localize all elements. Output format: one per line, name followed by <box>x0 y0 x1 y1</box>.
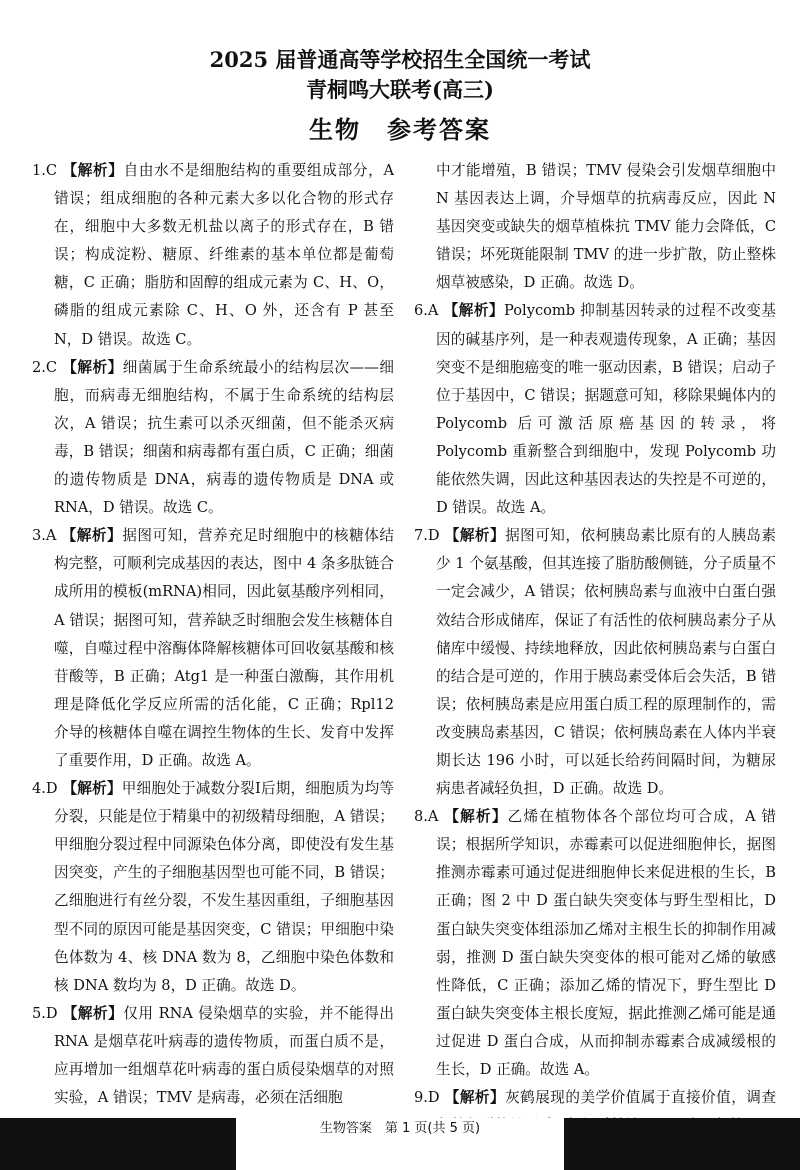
answer-item: 3.A 【解析】据图可知，营养充足时细胞中的核糖体结构完整，可顺利完成基因的表达，图中 4 条多肽链合成所用的模板(mRNA)相同，因此氨基酸序列相同，A 错误；据图可知，营养缺乏时细胞会发生核糖体自噬，自噬过程中溶酶体降解核糖体可回收氨基酸和核苷酸等，B 正确；Atg1 是一种蛋白激酶，其作用机理是降低化学反应所需的活化能，C 正确；Rpl12 介导的核糖体自噬在调控生物体的生长、发育中发挥了重要作用，D 正确。故选 A。 <box>32 527 394 769</box>
answer-item: 9.D 【解析】灰鹤展现的美学价值属于直接价值，调查 <box>414 1089 776 1107</box>
answer-continuation: 中才能增殖，B 错误；TMV 侵染会引发烟草细胞中 N 基因表达上调，介导烟草的抗病毒反应，因此 N 基因突变或缺失的烟草植株抗 TMV 能力会降低，C 错误；坏死斑能限制 TMV 的进一步扩散，防止整株烟草被感染，D 正确。故选 D。 <box>436 162 776 292</box>
answer-item: 4.D 【解析】甲细胞处于减数分裂Ⅰ后期，细胞质为均等分裂，只能是位于精巢中的初级精母细胞，A 错误；甲细胞分裂过程中同源染色体分离，即使没有发生基因突变，产生的子细胞基因型也可能不同，B 错误；乙细胞进行有丝分裂，不发生基因重组，子细胞基因型不同的原因可能是基因突变，C 错误；甲细胞中染色体数为 4、核 DNA 数为 8，乙细胞中染色体数和核 DNA 数均为 8，D 正确。故选 D。 <box>32 780 394 994</box>
page-number: 生物答案 第 1 页(共 5 页) <box>236 1118 564 1170</box>
answer-item: 1.C 【解析】自由水不是细胞结构的重要组成部分，A 错误；组成细胞的各种元素大多以化合物的形式存在，细胞中大多数无机盐以离子的形式存在，B 错误；构成淀粉、糖原、纤维素的基本单位都是葡萄糖，C 正确；脂肪和固醇的组成元素为 C、H、O，磷脂的组成元素除 C、H、O 外，还含有 P 甚至 N，D 错误。故选 C。 <box>32 162 395 348</box>
subject-title: 生物 参考答案 <box>309 115 491 144</box>
answer-item: 2.C 【解析】细菌属于生命系统最小的结构层次——细胞，而病毒无细胞结构，不属于生命系统的结构层次，A 错误；抗生素可以杀灭细菌，但不能杀灭病毒，B 错误；细菌和病毒都有蛋白质，C 正确；细菌的遗传物质是 DNA，病毒的遗传物质是 DNA 或 RNA，D 错误。故选 C。 <box>32 358 394 517</box>
right-column <box>414 157 776 1117</box>
answer-item: 6.A 【解析】Polycomb 抑制基因转录的过程不改变基因的碱基序列，是一种表观遗传现象，A 正确；基因突变不是细胞癌变的唯一驱动因素，B 错误；启动子位于基因中，C 错误；据题意可知，移除果蝇体内的 Polycomb 后可激活原癌基因的转录，将 Polycomb 重新整合到细胞中，发现 Polycomb 功能依然失调，因此这种基因表达的失控是不可逆的，D 错误。故选 A。 <box>414 302 776 517</box>
exam-title: 2025 届普通高等学校招生全国统一考试 <box>209 47 591 72</box>
answer-item: 7.D 【解析】据图可知，依柯胰岛素比原有的人胰岛素少 1 个氨基酸，但其连接了脂肪酸侧链，分子质量不一定会减少，A 错误；依柯胰岛素与血液中白蛋白强效结合形成储库，保证了有活性的依柯胰岛素分子从储库中缓慢、持续地释放，因此依柯胰岛素与白蛋白的结合是可逆的，作用于胰岛素受体后会失活，B 错误；依柯胰岛素是应用蛋白质工程的原理制作的，需改变胰岛素基因，C 错误；依柯胰岛素在人体内半衰期长达 196 小时，可以延长给药间隔时间，为糖尿病患者减轻负担，D 正确。故选 D。 <box>414 527 776 798</box>
answer-item: 5.D 【解析】仅用 RNA 侵染烟草的实验，并不能得出 RNA 是烟草花叶病毒的遗传物质，而蛋白质不是，应再增加一组烟草花叶病毒的蛋白质侵染烟草的对照实验，A 错误；TMV 是病毒，必须在活细胞 <box>32 1004 394 1107</box>
left-column <box>32 157 394 1117</box>
exam-subtitle: 青桐鸣大联考(高三) <box>306 77 494 102</box>
answer-item: 8.A 【解析】乙烯在植物体各个部位均可合成，A 错误；根据所学知识，赤霉素可以促进细胞伸长，据图推测赤霉素可通过促进细胞伸长来促进根的生长，B 正确；图 2 中 D 蛋白缺失突变体与野生型相比，D 蛋白缺失突变体组添加乙烯对主根生长的抑制作用减弱，推测 D 蛋白缺失突变体的根可能对乙烯的敏感性降低，C 正确；添加乙烯的情况下，野生型比 D 蛋白缺失突变体主根长度短，据此推测乙烯可能是通过促进 D 蛋白合成，从而抑制赤霉素合成减缓根的生长，D 正确。故选 A。 <box>414 808 776 1078</box>
